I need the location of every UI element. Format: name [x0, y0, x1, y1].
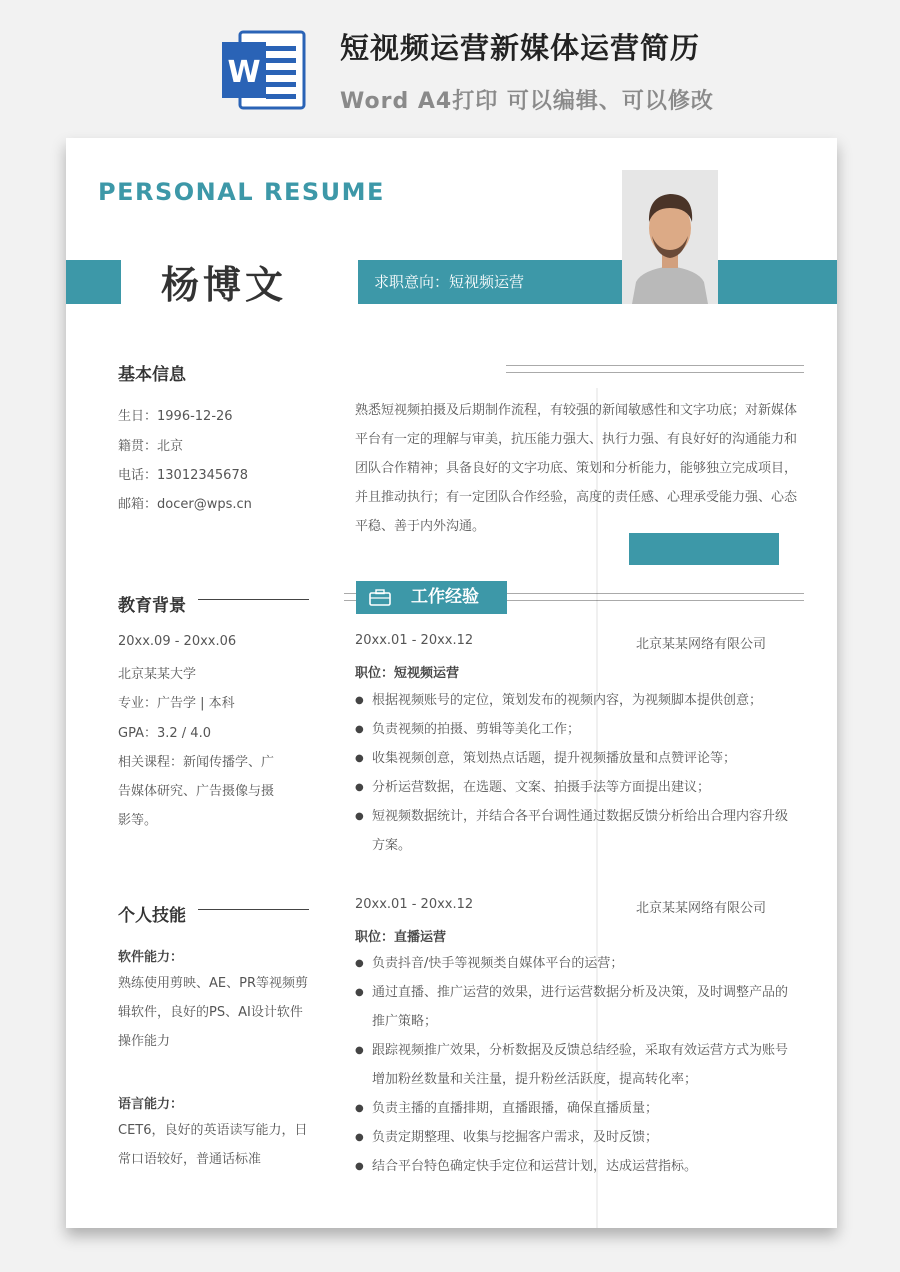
- candidate-name: 杨博文: [161, 263, 288, 307]
- briefcase-icon: [369, 589, 391, 606]
- accent-bar-right: [718, 260, 837, 304]
- job-date: 20xx.01 - 20xx.12: [355, 633, 474, 648]
- accent-block: [629, 533, 779, 565]
- job-objective: 求职意向：短视频运营: [374, 273, 525, 291]
- job-company: 北京某某网络有限公司: [636, 637, 767, 652]
- software-skill-label: 软件能力：: [118, 950, 184, 965]
- info-phone: 电话：13012345678: [118, 468, 248, 483]
- duty-item: ● 负责抖音/快手等视频类自媒体平台的运营；: [355, 949, 795, 978]
- edu-gpa: GPA：3.2 / 4.0: [118, 726, 211, 741]
- section-title-education: 教育背景: [118, 596, 186, 616]
- duty-item: ● 负责主播的直播排期，直播跟播，确保直播质量；: [355, 1094, 795, 1123]
- job-position: 职位：短视频运营: [355, 666, 460, 681]
- summary-divider: [506, 365, 804, 373]
- duty-item: ● 跟踪视频推广效果，分析数据及反馈总结经验，采取有效运营方式为账号增加粉丝数量和关注量，提升粉丝活跃度，提高转化率；: [355, 1036, 795, 1094]
- svg-text:W: W: [227, 55, 261, 90]
- edu-courses: 告媒体研究、广告摄像与摄: [118, 784, 275, 799]
- info-hometown: 籍贯：北京: [118, 439, 184, 454]
- info-birthday: 生日：1996-12-26: [118, 409, 233, 424]
- duty-item: ● 负责视频的拍摄、剪辑等美化工作；: [355, 715, 795, 744]
- banner-title: 短视频运营新媒体运营简历: [340, 31, 701, 65]
- software-skill-text: 熟练使用剪映、AE、PR等视频剪辑软件，良好的PS、AI设计软件操作能力: [118, 976, 308, 1049]
- job-date: 20xx.01 - 20xx.12: [355, 897, 474, 912]
- edu-school: 北京某某大学: [118, 667, 197, 682]
- edu-date: 20xx.09 - 20xx.06: [118, 634, 237, 649]
- job-duties: [355, 949, 795, 1181]
- edu-courses: 相关课程：新闻传播学、广: [118, 755, 275, 770]
- page-fold-shadow: [596, 388, 598, 1228]
- edu-courses: 影等。: [118, 813, 158, 828]
- resume-page: [66, 138, 837, 1228]
- job-duties: [355, 686, 795, 860]
- edu-major: 专业：广告学 | 本科: [118, 696, 235, 711]
- work-section-title: 工作经验: [411, 587, 479, 607]
- word-doc-icon: [222, 28, 306, 112]
- duty-item: ● 收集视频创意，策划热点话题，提升视频播放量和点赞评论等；: [355, 744, 795, 773]
- language-skill-label: 语言能力：: [118, 1097, 184, 1112]
- duty-item: ● 分析运营数据，在选题、文案、拍摄手法等方面提出建议；: [355, 773, 795, 802]
- job-company: 北京某某网络有限公司: [636, 901, 767, 916]
- skills-divider: [198, 909, 309, 910]
- section-title-skills: 个人技能: [118, 906, 186, 926]
- duty-item: ● 结合平台特色确定快手定位和运营计划，达成运营指标。: [355, 1152, 795, 1181]
- education-divider: [198, 599, 309, 600]
- resume-heading: PERSONAL RESUME: [98, 178, 385, 206]
- banner-subtitle: Word A4打印 可以编辑、可以修改: [340, 89, 714, 114]
- profile-photo: [622, 170, 718, 304]
- accent-bar-left: [66, 260, 121, 304]
- duty-item: ● 负责定期整理、收集与挖掘客户需求，及时反馈；: [355, 1123, 795, 1152]
- job-position: 职位：直播运营: [355, 930, 447, 945]
- duty-item: ● 短视频数据统计，并结合各平台调性通过数据反馈分析给出合理内容升级方案。: [355, 802, 795, 860]
- work-section-tab: [356, 581, 507, 614]
- section-title-basic: 基本信息: [118, 365, 186, 385]
- duty-item: ● 根据视频账号的定位，策划发布的视频内容，为视频脚本提供创意；: [355, 686, 795, 715]
- self-summary: 熟悉短视频拍摄及后期制作流程，有较强的新闻敏感性和文字功底；对新媒体平台有一定的理解与审美，抗压能力强大、执行力强、有良好好的沟通能力和团队合作精神；具备良好的文字功底、策划和分析能力，能够独立完成项目，并且推动执行；有一定团队合作经验，高度的责任感、心理承受能力强、心态平稳、善于内外沟通。: [355, 403, 798, 534]
- objective-bar: [358, 260, 623, 304]
- info-email: 邮箱：docer@wps.cn: [118, 497, 252, 512]
- duty-item: ● 通过直播、推广运营的效果，进行运营数据分析及决策，及时调整产品的推广策略；: [355, 978, 795, 1036]
- language-skill-text: CET6，良好的英语读写能力，日常口语较好，普通话标准: [118, 1123, 308, 1167]
